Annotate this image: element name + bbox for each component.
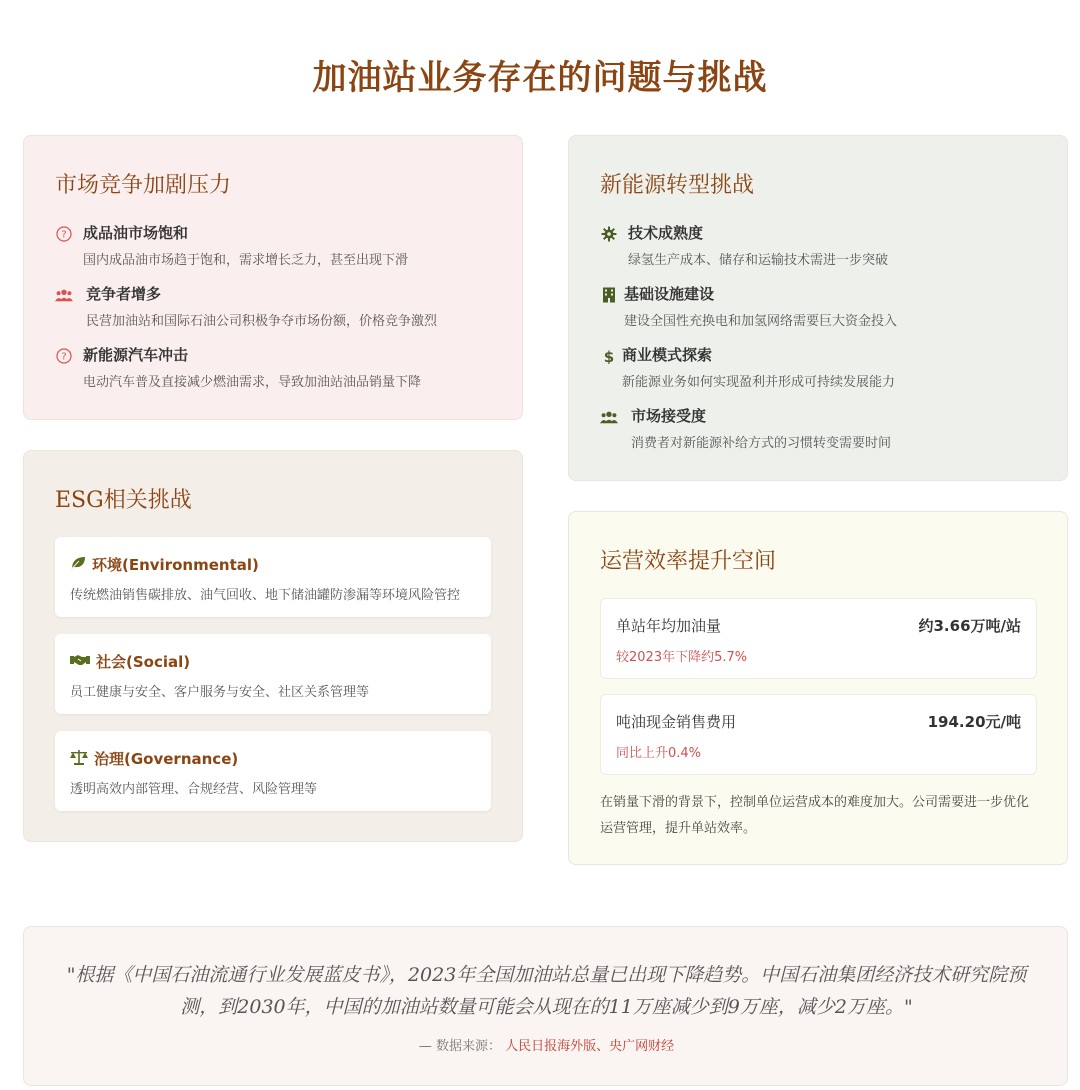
ops-card-title: 运营效率提升空间 bbox=[600, 549, 777, 574]
users-icon bbox=[600, 408, 618, 426]
esg-item-desc: 透明高效内部管理、合规经营、风险管理等 bbox=[70, 782, 318, 797]
svg-text:?: ? bbox=[61, 351, 67, 363]
esg-challenges-card bbox=[23, 450, 523, 842]
esg-item-desc: 员工健康与安全、客户服务与安全、社区关系管理等 bbox=[70, 685, 370, 700]
metric-value: 约3.66万吨/站 bbox=[918, 617, 1021, 635]
dollar-icon bbox=[600, 347, 618, 365]
metric-value: 194.20元/吨 bbox=[927, 713, 1021, 731]
market-competition-card bbox=[23, 135, 523, 420]
market-card-title: 市场竞争加剧压力 bbox=[55, 173, 232, 198]
new-energy-item-title: 技术成熟度 bbox=[628, 224, 704, 242]
esg-governance-box bbox=[55, 731, 491, 811]
market-item-desc: 电动汽车普及直接减少燃油需求，导致加油站油品销量下降 bbox=[83, 375, 422, 390]
new-energy-card bbox=[568, 135, 1068, 481]
quote-box bbox=[23, 926, 1068, 1086]
esg-environmental-box bbox=[55, 537, 491, 617]
source-line bbox=[24, 1035, 1069, 1054]
new-energy-item-desc: 建设全国性充换电和加氢网络需要巨大资金投入 bbox=[624, 314, 898, 329]
svg-text:$: $ bbox=[603, 348, 615, 364]
market-item-title: 竞争者增多 bbox=[86, 285, 162, 303]
gear-icon bbox=[600, 225, 618, 243]
esg-social-box bbox=[55, 634, 491, 714]
market-item-desc: 国内成品油市场趋于饱和，需求增长乏力，甚至出现下滑 bbox=[83, 253, 409, 268]
ops-note: 在销量下滑的背景下，控制单位运营成本的难度加大。公司需要进一步优化运营管理，提升单站效率。 bbox=[600, 795, 1030, 836]
question-circle-icon bbox=[55, 225, 73, 243]
new-energy-item-desc: 新能源业务如何实现盈利并形成可持续发展能力 bbox=[622, 375, 896, 390]
market-item-title: 新能源汽车冲击 bbox=[83, 346, 189, 364]
esg-card-title: ESG相关挑战 bbox=[55, 488, 192, 513]
balance-scale-icon bbox=[70, 749, 88, 769]
new-energy-item-title: 市场接受度 bbox=[631, 407, 707, 425]
building-icon bbox=[600, 286, 618, 304]
question-circle-icon bbox=[55, 347, 73, 365]
metric-label: 单站年均加油量 bbox=[616, 617, 722, 635]
page-title: 加油站业务存在的问题与挑战 bbox=[312, 58, 768, 98]
quote-text: "根据《中国石油流通行业发展蓝皮书》，2023年全国加油站总量已出现下降趋势。中国石油集团经济技术研究院预测，到2030年，中国的加油站数量可能会从现在的11万座减少到9万座，减少2万座。" bbox=[66, 964, 1027, 1018]
source-prefix: — 数据来源： bbox=[418, 1039, 501, 1054]
market-item-desc: 民营加油站和国际石油公司积极争夺市场份额，价格竞争激烈 bbox=[86, 314, 438, 329]
new-energy-card-title: 新能源转型挑战 bbox=[600, 173, 755, 198]
new-energy-item-desc: 绿氢生产成本、储存和运输技术需进一步突破 bbox=[628, 253, 889, 268]
new-energy-item-desc: 消费者对新能源补给方式的习惯转变需要时间 bbox=[631, 436, 892, 451]
metric-change: 较2023年下降约5.7% bbox=[616, 650, 748, 665]
new-energy-item-title: 基础设施建设 bbox=[624, 285, 715, 303]
metric-change: 同比上升0.4% bbox=[616, 746, 702, 761]
users-icon bbox=[55, 286, 73, 304]
esg-item-label: 治理(Governance) bbox=[94, 750, 239, 768]
market-item-title: 成品油市场饱和 bbox=[83, 224, 189, 242]
esg-item-label: 社会(Social) bbox=[96, 653, 191, 671]
esg-item-desc: 传统燃油销售碳排放、油气回收、地下储油罐防渗漏等环境风险管控 bbox=[70, 588, 461, 603]
source-links[interactable]: 人民日报海外版、央广网财经 bbox=[505, 1039, 675, 1054]
metric-sales-cost bbox=[600, 694, 1037, 775]
handshake-icon bbox=[70, 652, 90, 671]
new-energy-item-title: 商业模式探索 bbox=[622, 346, 713, 364]
esg-item-label: 环境(Environmental) bbox=[92, 556, 259, 574]
svg-text:?: ? bbox=[61, 229, 67, 241]
operations-efficiency-card bbox=[568, 511, 1068, 865]
leaf-icon bbox=[70, 555, 86, 574]
metric-label: 吨油现金销售费用 bbox=[616, 713, 737, 731]
metric-station-volume bbox=[600, 598, 1037, 679]
